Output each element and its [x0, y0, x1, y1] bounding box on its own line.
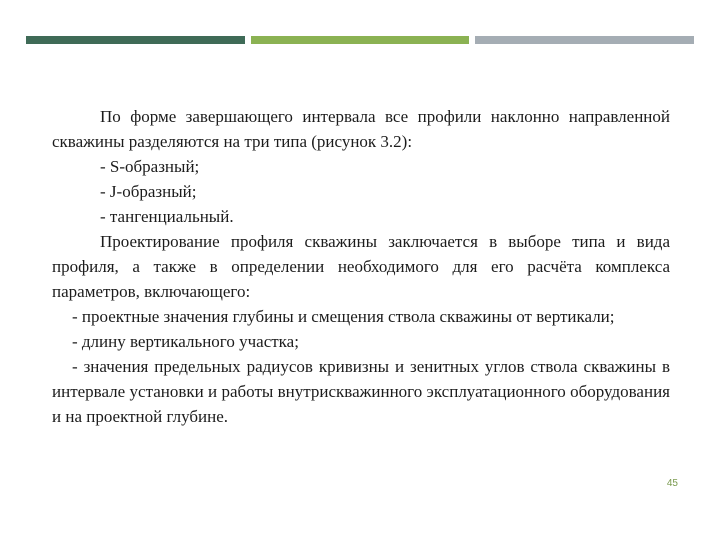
header-bar-green	[251, 36, 470, 44]
list-item-curvature: - значения предельных радиусов кривизны и зенитных углов ствола скважины в интервале установки и работы внутрискважинного эксплуатационного оборудования и на проектной глубине.	[52, 357, 670, 426]
intro-paragraph: По форме завершающего интервала все профили наклонно направленной скважины разделяются на три типа (рисунок 3.2):	[52, 107, 670, 151]
list-item-s-type: - S-образный;	[100, 157, 200, 176]
design-paragraph: Проектирование профиля скважины заключается в выборе типа и вида профиля, а также в определении необходимого для его расчёта комплекса параметров, включающего:	[52, 232, 670, 301]
list-item-vertical-length: - длину вертикального участка;	[72, 332, 299, 351]
header-decoration	[26, 36, 694, 44]
list-item-j-type: - J-образный;	[100, 182, 197, 201]
slide-body	[52, 104, 670, 429]
list-item-depth: - проектные значения глубины и смещения ствола скважины от вертикали;	[72, 307, 615, 326]
header-bar-dark	[26, 36, 245, 44]
page-number: 45	[666, 478, 678, 489]
list-item-tangential: - тангенциальный.	[100, 207, 234, 226]
header-bar-gray	[475, 36, 694, 44]
